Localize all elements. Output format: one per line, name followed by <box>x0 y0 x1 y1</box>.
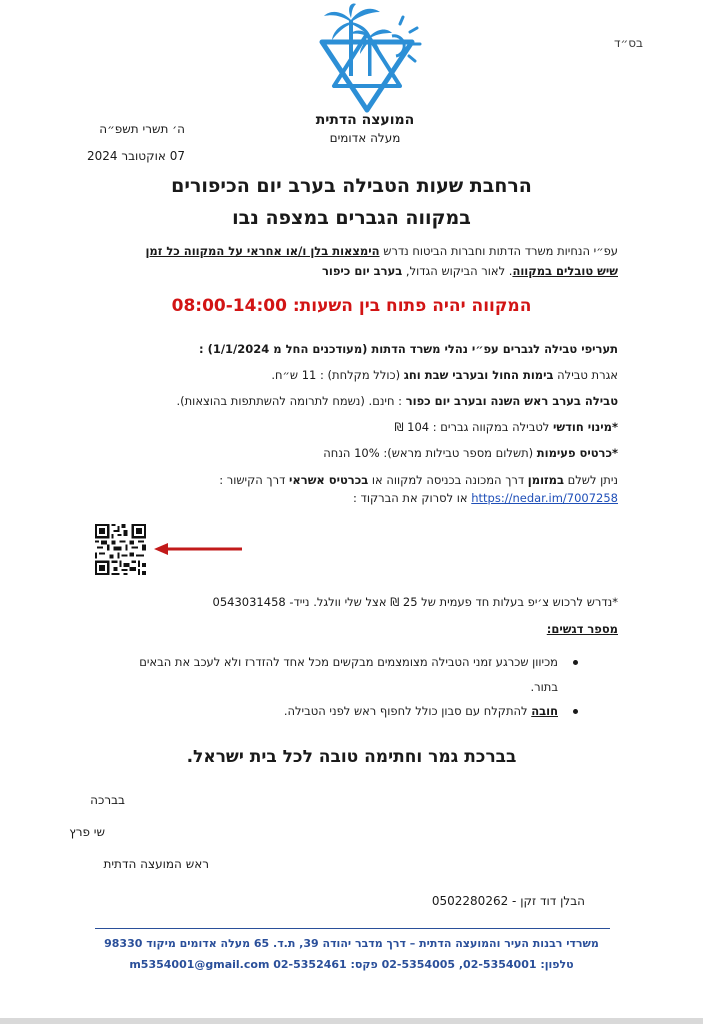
emphasis-heading: מספר דגשים: <box>546 622 618 636</box>
intro-text: עפ״י הנחיות משרד הדתות וחברות הביטוח נדרש <box>379 244 618 258</box>
price-text: לטבילה במקווה גברים : 104 ₪ <box>394 420 553 434</box>
intro-emphasis: הימצאות בלן ו/או אחראי על המקווה כל זמן <box>145 244 380 258</box>
bullet-dot <box>573 709 578 714</box>
footer-divider <box>95 928 610 929</box>
footer-contacts: טלפון: 02-5354001, 02-5354005 פקס: 02-5352461 m5354001@gmail.com <box>129 958 574 971</box>
bullet-emphasis: חובה <box>531 704 558 718</box>
price-emphasis: בימות החול ובערבי שבת וחג <box>403 368 554 382</box>
palm-logo-icon <box>308 2 426 114</box>
opening-hours <box>0 296 703 316</box>
page-subtitle: במקווה הגברים במצפה נבו <box>232 207 471 229</box>
attendant-contact: הבלן דוד זקן - 0502280262 <box>431 894 585 908</box>
pay-text: או לסרוק את הברקוד : <box>353 491 472 505</box>
payment-line-1 <box>219 473 618 487</box>
price-text: : חינם. (נשמח לתרומה להשתתפות בהוצאות). <box>176 394 406 408</box>
price-emphasis: *מינוי חודשי <box>553 420 618 434</box>
intro-line-2 <box>322 264 618 278</box>
prices-heading: תעריפי טבילה לגברים עפ״י נהלי משרד הדתות (מעודכנים החל מ 1/1/2024) : <box>198 342 618 356</box>
price-text: (כולל מקלחת) : 11 ש״ח. <box>271 368 404 382</box>
payment-line-2 <box>353 491 618 505</box>
council-logo <box>300 0 430 150</box>
pay-text: דרך המכונה בכניסה למקווה או <box>368 473 528 487</box>
signature-name: שי פרץ <box>69 825 105 839</box>
pay-text: דרך הקישור : <box>219 473 290 487</box>
pay-emphasis: במזומן <box>527 473 564 487</box>
price-line-4 <box>323 446 618 460</box>
intro-text-2: . לאור הביקוש הגדול, <box>402 264 513 278</box>
pay-emphasis: בכרטיס אשראי <box>289 473 369 487</box>
page-bottom-edge <box>0 1018 703 1024</box>
intro-emphasis-2: שיש טובלים במקווה <box>512 264 618 278</box>
pay-text: ניתן לשלם <box>563 473 618 487</box>
page-title: הרחבת שעות הטבילה בערב יום הכיפורים <box>171 175 532 197</box>
price-line-2 <box>176 394 618 408</box>
gregorian-date: 07 אוקטובר 2024 <box>86 149 185 163</box>
hours-label: המקווה יהיה פתוח בין השעות: <box>286 296 532 316</box>
card-note: *נדרש לרכוש צ׳יפ בעלות חד פעמית של 25 ₪ אצל שלי וולגל. נייד- 0543031458 <box>212 595 618 609</box>
red-arrow-icon <box>152 541 244 557</box>
hebrew-date: ה׳ תשרי תשפ״ה <box>99 122 185 136</box>
closing-blessing: בברכת גמר וחתימה טובה לכל בית ישראל. <box>186 747 517 767</box>
price-line-1 <box>271 368 618 382</box>
besiyata-mark: בס״ד <box>613 36 643 50</box>
bullet-text: להתקלח עם סבון כולל לחפוף ראש לפני הטבילה. <box>283 704 532 718</box>
bullet-dot <box>573 660 578 665</box>
signature-greeting: בברכה <box>90 793 125 807</box>
signature-role: ראש המועצה הדתית <box>103 857 209 871</box>
bullet-1-continued: בתור. <box>530 680 558 694</box>
hours-value: 08:00-14:00 <box>171 296 287 316</box>
council-city: מעלה אדומים <box>329 131 401 145</box>
intro-line-1 <box>145 244 618 258</box>
bullet-1: מכיוון שכרגע זמני הטבילה מצומצמים מבקשים מכל אחד להזדרז ולא לעכב את הבאים <box>139 655 558 669</box>
intro-emphasis-3: בערב יום כיפור <box>321 264 403 278</box>
price-line-3 <box>394 420 618 434</box>
price-emphasis: טבילה בערב ראש השנה ובערב יום כפור <box>405 394 618 408</box>
price-text: אגרת טבילה <box>553 368 618 382</box>
council-name: המועצה הדתית <box>315 112 415 128</box>
bullet-2 <box>284 704 558 718</box>
price-text: (תשלום מספר טבילות מראש): 10% הנחה <box>323 446 537 460</box>
footer-address: משרדי רבנות העיר והמועצה הדתית – דרך מדבר יהודה 39, ת.ד. 65 מעלה אדומים מיקוד 98330 <box>104 937 599 950</box>
payment-link[interactable]: https://nedar.im/7007258 <box>471 491 618 505</box>
qr-code-icon[interactable] <box>95 524 146 575</box>
price-emphasis: *כרטיס פעימות <box>536 446 618 460</box>
